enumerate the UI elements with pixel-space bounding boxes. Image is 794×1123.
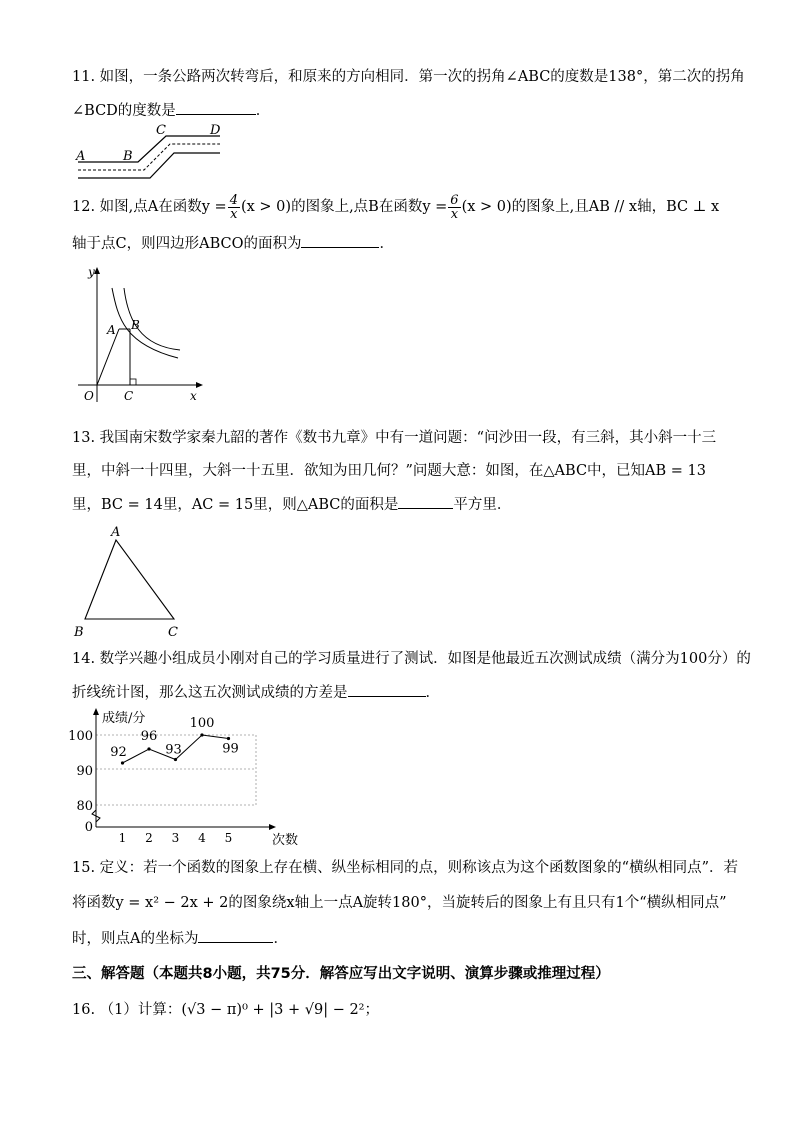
q16-line1: 16. （1）计算：(√3 − π)⁰ + |3 + √9| − 2²； <box>72 1002 379 1018</box>
chart-data-point <box>121 761 124 764</box>
q13-label-c: C <box>168 625 178 640</box>
q12-line2 <box>72 233 394 254</box>
q13-line3-text: 里，BC = 14里，AC = 15里，则△ABC的面积是 <box>72 497 399 513</box>
q11-line1: 11. 如图，一条公路两次转弯后，和原来的方向相同．第一次的拐角∠ABC的度数是138°，第二次的拐角 <box>72 69 745 85</box>
q12-answer-blank[interactable] <box>301 233 379 248</box>
q11-answer-blank[interactable] <box>176 100 256 115</box>
chart-x-tick-label: 3 <box>171 831 180 845</box>
q14-answer-blank[interactable] <box>348 682 426 697</box>
q14-line1: 14. 数学兴趣小组成员小刚对自己的学习质量进行了测试．如图是他最近五次测试成绩（满分为100分）的 <box>72 651 751 667</box>
q13-label-a: A <box>111 525 121 540</box>
q12-fraction-4-over-x <box>228 194 240 221</box>
q12-frac2-num: 6 <box>450 192 459 208</box>
chart-data-label: 99 <box>222 741 239 757</box>
q11-end: ． <box>255 103 271 119</box>
q15-answer-blank[interactable] <box>198 928 273 943</box>
q12-label-a: A <box>107 323 116 337</box>
q14-line2-text: 折线统计图，那么这五次测试成绩的方差是 <box>72 685 348 701</box>
q13-label-b: B <box>74 625 84 640</box>
q12-label-c: C <box>124 389 134 403</box>
q12-frac1-den: x <box>230 206 238 222</box>
chart-x-tick-label: 1 <box>118 831 127 845</box>
q12-part2: (x > 0)的图象上,点B在函数y = <box>240 199 448 215</box>
chart-data-label: 92 <box>110 745 127 760</box>
q15-line2: 将函数y = x² − 2x + 2的图象绕x轴上一点A旋转180°，当旋转后的图象上有且只有1个“横纵相同点” <box>72 895 727 911</box>
chart-y-label: 成绩/分 <box>102 711 146 726</box>
q13-answer-blank[interactable] <box>398 494 453 509</box>
chart-y-tick-label: 0 <box>84 820 93 835</box>
q12-line2-text: 轴于点C，则四边形ABCO的面积为 <box>72 236 302 252</box>
q12-label-b: B <box>131 318 140 332</box>
chart-x-label: 次数 <box>272 833 299 848</box>
chart-x-axis-arrow <box>269 824 276 830</box>
chart-data-point <box>147 747 150 750</box>
q12-label-y: y <box>88 265 95 279</box>
q15-line1: 15. 定义：若一个函数的图象上存在横、纵坐标相同的点，则称该点为这个函数图象的“横纵相同点”．若 <box>72 860 738 876</box>
q12-label-x: x <box>190 389 197 403</box>
q11-label-b: B <box>123 149 133 164</box>
q11-label-d: D <box>210 123 221 138</box>
chart-x-tick-label: 4 <box>198 831 206 845</box>
chart-data-label: 96 <box>140 729 158 744</box>
q14-line-chart <box>68 705 328 854</box>
section-3-heading: 三、解答题（本题共8小题，共75分．解答应写出文字说明、演算步骤或推理过程） <box>72 966 610 982</box>
chart-data-point <box>174 758 177 761</box>
q14-line2 <box>72 682 440 703</box>
q12-frac1-num: 4 <box>229 192 238 208</box>
chart-data-label: 93 <box>165 742 182 758</box>
chart-y-tick-label: 80 <box>76 799 93 814</box>
chart-y-axis-arrow <box>93 708 99 715</box>
chart-y-tick-label: 90 <box>76 764 93 779</box>
q11-label-c: C <box>156 123 166 138</box>
q13-line3-end: 平方里． <box>453 497 512 513</box>
q13-line3 <box>72 494 511 515</box>
q12-part3: (x > 0)的图象上,且AB // x轴，BC ⊥ x <box>461 199 720 215</box>
chart-x-tick-label: 2 <box>145 831 153 845</box>
q12-frac2-den: x <box>450 206 459 222</box>
q12-end: ． <box>379 236 394 252</box>
q12-fraction-6-over-x <box>448 194 460 221</box>
q12-coordinate-figure <box>70 262 210 412</box>
q13-line1: 13. 我国南宋数学家秦九韶的著作《数书九章》中有一道问题：“问沙田一段，有三斜，其小斜一十三 <box>72 430 717 446</box>
q14-end: ． <box>425 685 440 701</box>
chart-data-label: 100 <box>189 716 215 731</box>
chart-data-point <box>227 737 230 740</box>
q11-label-a: A <box>76 149 86 164</box>
q12-part1: 12. 如图,点A在函数y = <box>72 199 227 215</box>
chart-data-point <box>200 733 203 736</box>
q15-end: ． <box>273 931 288 947</box>
q12-label-o: O <box>84 389 94 403</box>
q11-road-figure <box>70 122 240 188</box>
q11-line2-text: ∠BCD的度数是 <box>72 103 176 119</box>
chart-y-tick-label: 100 <box>68 729 93 744</box>
q15-line3-text: 时，则点A的坐标为 <box>72 931 199 947</box>
q13-triangle-figure <box>70 522 190 646</box>
q12-line1 <box>72 191 719 223</box>
q11-line2 <box>72 100 270 121</box>
chart-x-tick-label: 5 <box>224 831 233 845</box>
q13-line2: 里，中斜一十四里，大斜一十五里．欲知为田几何？”问题大意：如图，在△ABC中，已知AB = 13 <box>72 463 706 479</box>
q15-line3 <box>72 928 288 949</box>
